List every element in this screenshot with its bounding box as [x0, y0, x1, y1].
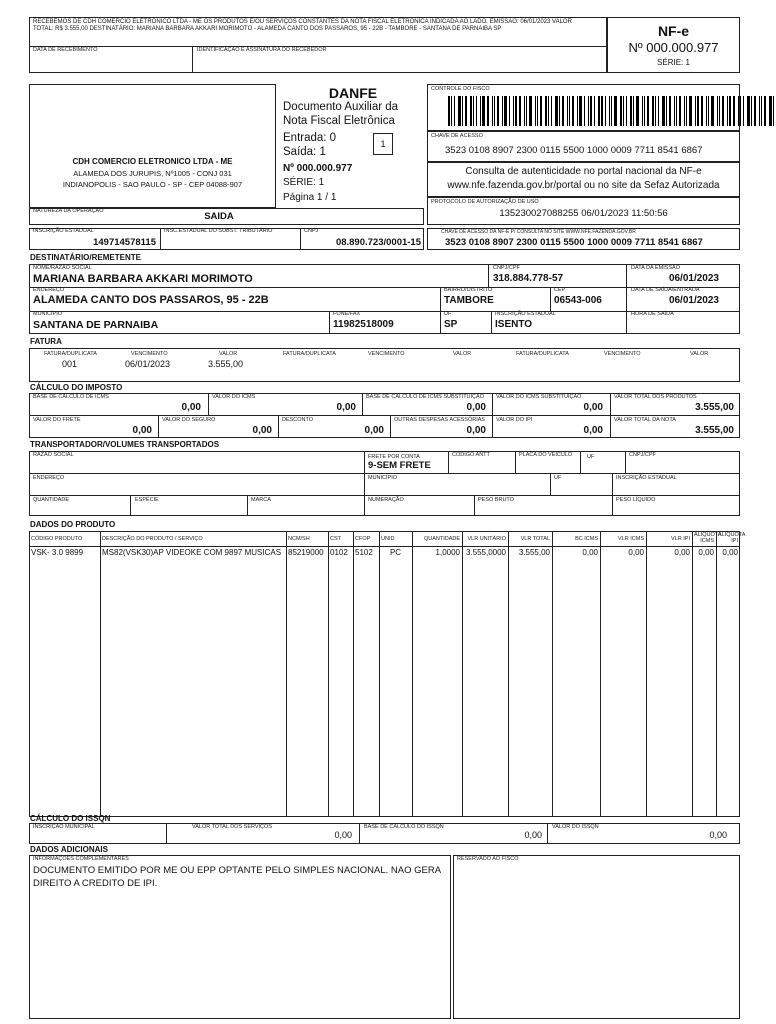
product-header-total: VLR TOTAL — [520, 536, 550, 542]
product-cell-cfop: 5102 — [355, 548, 373, 557]
danfe-series: SÉRIE: 1 — [283, 177, 325, 188]
barcode-bar — [509, 96, 510, 126]
barcode-bar — [448, 96, 450, 126]
barcode-bar — [662, 96, 665, 126]
products-table — [29, 531, 746, 817]
product-header-cst: CST — [330, 536, 341, 542]
inv-h3: VALOR — [219, 351, 238, 357]
barcode-bar — [497, 96, 499, 126]
receipt-text: RECEBEMOS DE CDH COMERCIO ELETRONICO LTDA - ME OS PRODUTOS E/OU SERVIÇOS CONSTANTES DA NOTA FISCAL ELETRÔNICA INDICADA AO LADO. EMISSÃO: 06/01/2023 VALOR TOTAL: R$ 3.555,00 DESTINATÁRIO: MARIANA BARBARA AKKARI MORIMOTO - ALAMEDA CANTO DOS PASSAROS, 95 - 22B - TAMBORE - SANTANA DE PARNAIBA SP — [33, 19, 572, 32]
barcode-bar — [598, 96, 600, 126]
receipt-number: Nº 000.000.977 — [628, 40, 719, 55]
brand-label: MARCA — [251, 497, 271, 503]
issqn-bc: 0,00 — [524, 830, 542, 840]
recipient-name-label: NOME/RAZÃO SOCIAL — [33, 265, 92, 271]
plate-label: PLACA DO VEÍCULO — [519, 452, 573, 458]
product-header-v-ipi: VLR IPI — [671, 536, 690, 542]
bc-st: 0,00 — [466, 402, 486, 413]
product-cell-v-icms: 0,00 — [628, 548, 644, 557]
barcode-bar — [487, 96, 489, 126]
barcode-bar — [480, 96, 481, 126]
barcode-bar — [524, 96, 525, 126]
fiscal-reserved-label: RESERVADO AO FISCO — [457, 856, 519, 862]
barcode-bar — [717, 96, 718, 126]
discount-label: DESCONTO — [282, 417, 314, 423]
product-header-v-icms: VLR ICMS — [618, 536, 644, 542]
district-label: BAIRRO/DISTRITO — [444, 287, 493, 293]
barcode-bar — [609, 96, 610, 126]
numbering-label: NUMERAÇÃO — [368, 497, 404, 503]
barcode-bar — [492, 96, 493, 126]
uf-label: UF — [444, 311, 452, 317]
danfe-type: 1 — [380, 139, 386, 149]
product-cell-bc-icms: 0,00 — [582, 548, 598, 557]
barcode-bar — [526, 96, 527, 126]
barcode-bar — [674, 96, 675, 126]
freight-mode-label: FRETE POR CONTA — [368, 454, 420, 460]
protocol-value: 135230027088255 06/01/2023 11:50:56 — [499, 208, 668, 219]
recipient-cpf-label: CNPJ/CPF — [493, 265, 520, 271]
issuer-name: CDH COMERCIO ELETRONICO LTDA - ME — [72, 157, 233, 166]
barcode-bar — [764, 96, 766, 126]
bc-icms: 0,00 — [181, 402, 201, 413]
phone-label: FONE/FAX — [333, 311, 361, 317]
barcode-bar — [684, 96, 685, 126]
inv-h1: FATURA/DUPLICATA — [44, 351, 97, 357]
product-cell-aliq-icms: 0,00 — [698, 548, 714, 557]
barcode-bar — [462, 96, 463, 126]
barcode-bar — [666, 96, 667, 126]
danfe-sub1: Documento Auxiliar da — [283, 101, 399, 113]
services-label: VALOR TOTAL DOS SERVIÇOS — [192, 824, 272, 830]
iest-label: INSC.ESTADUAL DO SUBST. TRIBUTÁRIO — [164, 228, 273, 234]
carrier-uf-label: UF — [587, 454, 595, 460]
address: ALAMEDA CANTO DOS PASSAROS, 95 - 22B — [33, 294, 269, 306]
barcode-bar — [559, 96, 560, 126]
product-cell-aliq-ipi: 0,00 — [722, 548, 738, 557]
protocol-label: PROTOCOLO DE AUTORIZAÇÃO DE USO — [431, 199, 539, 205]
product-cell-qty: 1,0000 — [435, 548, 460, 557]
discount: 0,00 — [364, 425, 384, 436]
barcode-bar — [555, 96, 558, 126]
other-expenses-label: OUTRAS DESPESAS ACESSÓRIAS — [394, 417, 486, 423]
product-cell-total: 3.555,00 — [518, 548, 550, 557]
additional-info-label: INFORMAÇÕES COMPLEMENTARES — [33, 856, 129, 862]
receipt-series: SÉRIE: 1 — [657, 58, 690, 67]
access-key-label-2: CHAVE DE ACESSO DA NF-E P/ CONSULTA NO SITE WWW.NFE.FAZENDA.GOV.BR — [441, 229, 636, 235]
v-st: 0,00 — [583, 402, 603, 413]
barcode-bar — [686, 96, 687, 126]
barcode-bar — [562, 96, 564, 126]
barcode-bar — [676, 96, 677, 126]
barcode-bar — [773, 96, 774, 126]
barcode-bar — [548, 96, 549, 126]
barcode-bar — [577, 96, 578, 126]
barcode-bar — [588, 96, 589, 126]
danfe-number: Nº 000.000.977 — [283, 163, 353, 174]
carrier-section-title: TRANSPORTADOR/VOLUMES TRANSPORTADOS — [30, 440, 220, 449]
inv-number: 001 — [62, 359, 78, 369]
barcode-bar — [733, 96, 735, 126]
product-cell-v-ipi: 0,00 — [674, 548, 690, 557]
nature-value: SAIDA — [204, 211, 234, 222]
barcode-bar — [551, 96, 552, 126]
barcode-bar — [465, 96, 467, 126]
additional-section-title: DADOS ADICIONAIS — [30, 845, 108, 854]
barcode — [448, 96, 776, 126]
freight-label: VALOR DO FRETE — [33, 417, 81, 423]
barcode-bar — [647, 96, 649, 126]
barcode-bar — [626, 96, 627, 126]
cep: 06543-006 — [554, 295, 602, 306]
exit-date-label: DATA DE SAÍDA/ENTRADA — [631, 287, 700, 293]
danfe-sub2: Nota Fiscal Eletrônica — [283, 115, 395, 127]
inv-due: 06/01/2023 — [125, 359, 171, 369]
recipient-section-title: DESTINATÁRIO/REMETENTE — [30, 253, 141, 262]
barcode-bar — [695, 96, 696, 126]
barcode-bar — [740, 96, 741, 126]
barcode-bar — [620, 96, 622, 126]
receipt-signature-label: IDENTIFICAÇÃO E ASSINATURA DO RECEBEDOR — [197, 47, 327, 53]
barcode-bar — [722, 96, 724, 126]
barcode-bar — [529, 96, 532, 126]
barcode-bar — [579, 96, 582, 126]
barcode-bar — [644, 96, 645, 126]
barcode-bar — [689, 96, 692, 126]
barcode-bar — [652, 96, 654, 126]
inv-h6: VALOR — [453, 351, 472, 357]
consulta-line1: Consulta de autenticidade no portal nacional da NF-e — [465, 166, 702, 177]
access-key-2: 3523 0108 8907 2300 0115 5500 1000 0009 7711 8541 6867 — [445, 237, 703, 248]
barcode-bar — [743, 96, 744, 126]
recipient-name: MARIANA BARBARA AKKARI MORIMOTO — [33, 273, 253, 285]
other-expenses: 0,00 — [466, 425, 486, 436]
product-header-unit: UNID — [381, 536, 395, 542]
barcode-bar — [729, 96, 731, 126]
issue-date: 06/01/2023 — [668, 273, 719, 284]
issqn-bc-label: BASE DE CÁLCULO DO ISSQN — [364, 824, 444, 830]
receipt-nfe: NF-e — [657, 23, 690, 39]
gross-weight-label: PESO BRUTO — [478, 497, 514, 503]
cnpj-value: 08.890.723/0001-15 — [335, 237, 421, 248]
danfe-title: DANFE — [328, 85, 378, 101]
barcode-bar — [642, 96, 643, 126]
issuer-city: INDIANOPOLIS - SAO PAULO - SP - CEP 04088-907 — [62, 180, 243, 189]
carrier-city-label: MUNICÍPIO — [368, 475, 398, 481]
ipi-label: VALOR DO IPI — [496, 417, 533, 423]
city-label: MUNICÍPIO — [33, 311, 63, 317]
cnpj-label: CNPJ — [304, 228, 319, 234]
v-st-label: VALOR DO ICMS SUBSTITUIÇÃO — [496, 394, 582, 400]
v-icms-label: VALOR DO ICMS — [212, 394, 256, 400]
barcode-bar — [697, 96, 699, 126]
recipient-ie-label: INSCRIÇÃO ESTADUAL — [495, 311, 556, 317]
issuer-box — [29, 84, 276, 208]
insurance-label: VALOR DO SEGURO — [162, 417, 216, 423]
issuer-address: ALAMEDA DOS JURUPIS, Nº1005 - CONJ 031 — [73, 169, 232, 178]
issqn-section-title: CÁLCULO DO ISSQN — [30, 814, 111, 823]
barcode-bar — [470, 96, 472, 126]
invoice-section-title: FATURA — [30, 337, 62, 346]
total-label: VALOR TOTAL DA NOTA — [614, 417, 676, 423]
barcode-bar — [701, 96, 703, 126]
barcode-bar — [473, 96, 474, 126]
carrier-cnpj-label: CNPJ/CPF — [629, 452, 656, 458]
freight: 0,00 — [132, 425, 152, 436]
barcode-bar — [515, 96, 517, 126]
barcode-bar — [754, 96, 756, 126]
barcode-bar — [614, 96, 617, 126]
barcode-bar — [761, 96, 762, 126]
barcode-bar — [458, 96, 461, 126]
barcode-bar — [633, 96, 634, 126]
v-prod: 3.555,00 — [695, 402, 734, 413]
barcode-bar — [623, 96, 624, 126]
product-cell-ncm: 85219000 — [288, 548, 324, 557]
barcode-bar — [706, 96, 707, 126]
carrier-name-label: RAZÃO SOCIAL — [33, 452, 74, 458]
phone: 11982518009 — [333, 319, 394, 330]
uf: SP — [444, 319, 458, 330]
barcode-bar — [655, 96, 656, 126]
barcode-bar — [572, 96, 574, 126]
inv-h5: VENCIMENTO — [368, 351, 405, 357]
product-header-cfop: CFOP — [355, 536, 371, 542]
carrier-address-label: ENDEREÇO — [33, 475, 65, 481]
ipi: 0,00 — [583, 425, 603, 436]
danfe-type-box — [373, 133, 393, 155]
product-cell-cst: 0102 — [330, 548, 348, 557]
product-header-bc-icms: BC ICMS — [575, 536, 598, 542]
product-cell-description: MS82(VSK30)AP VIDEOKE COM 9897 MUSICAS — [102, 548, 282, 557]
barcode-bar — [719, 96, 720, 126]
barcode-bar — [584, 96, 585, 126]
recipient-ie: ISENTO — [495, 319, 533, 330]
inv-h2: VENCIMENTO — [131, 351, 168, 357]
city: SANTANA DE PARNAIBA — [33, 319, 159, 331]
danfe-page: Página 1 / 1 — [283, 192, 337, 203]
consulta-line2: www.nfe.fazenda.gov.br/portal ou no site da Sefaz Autorizada — [447, 180, 720, 191]
barcode-bar — [711, 96, 714, 126]
barcode-bar — [636, 96, 639, 126]
insurance: 0,00 — [252, 425, 272, 436]
address-label: ENDEREÇO — [33, 287, 65, 293]
district: TAMBORE — [444, 295, 494, 306]
exit-date: 06/01/2023 — [668, 295, 719, 306]
fiscal-control-label: CONTROLE DO FISCO — [431, 86, 490, 92]
barcode-bar — [601, 96, 603, 126]
product-header-aliq-icms: ALÍQUOTA ICMS — [694, 532, 722, 544]
barcode-bar — [658, 96, 659, 126]
product-header-description: DESCRIÇÃO DO PRODUTO / SERVIÇO — [102, 536, 203, 542]
qty-label: QUANTIDADE — [33, 497, 70, 503]
total: 3.555,00 — [695, 425, 734, 436]
barcode-bar — [611, 96, 612, 126]
barcode-bar — [513, 96, 514, 126]
v-icms: 0,00 — [336, 402, 356, 413]
access-key: 3523 0108 8907 2300 0115 5500 1000 0009 7711 8541 6867 — [445, 145, 703, 156]
product-cell-unit: PC — [389, 548, 402, 557]
danfe-saida: Saída: 1 — [283, 146, 326, 158]
issqn-v: 0,00 — [709, 830, 727, 840]
barcode-bar — [605, 96, 606, 126]
cep-label: CEP — [554, 287, 566, 293]
barcode-bar — [738, 96, 739, 126]
inv-h8: VENCIMENTO — [604, 351, 641, 357]
v-prod-label: VALOR TOTAL DOS PRODUTOS — [614, 394, 697, 400]
product-cell-unit-price: 3.555,0000 — [465, 548, 506, 557]
services: 0,00 — [334, 830, 352, 840]
nature-label: NATUREZA DA OPERAÇÃO — [33, 208, 104, 214]
barcode-bar — [482, 96, 485, 126]
danfe-entrada: Entrada: 0 — [283, 132, 337, 144]
inv-h9: VALOR — [690, 351, 709, 357]
barcode-bar — [504, 96, 507, 126]
product-header-code: CÓDIGO PRODUTO — [31, 536, 83, 542]
barcode-bar — [540, 96, 542, 126]
im-label: INSCRIÇÃO MUNICIPAL — [33, 824, 95, 830]
issue-date-label: DATA DA EMISSÃO — [631, 265, 681, 271]
access-key-label: CHAVE DE ACESSO — [431, 133, 483, 139]
inv-h7: FATURA/DUPLICATA — [516, 351, 569, 357]
barcode-bar — [590, 96, 592, 126]
barcode-bar — [451, 96, 452, 126]
product-header-ncm: NCM/SH — [288, 536, 310, 542]
tax-section-title: CÁLCULO DO IMPOSTO — [30, 383, 123, 392]
recipient-cpf: 318.884.778-57 — [493, 273, 564, 284]
barcode-bar — [537, 96, 538, 126]
net-weight-label: PESO LÍQUIDO — [616, 497, 656, 503]
product-cell-code: VSK- 3.0 9899 — [31, 548, 84, 557]
barcode-bar — [747, 96, 750, 126]
freight-mode: 9-SEM FRETE — [368, 460, 431, 471]
carrier-ie-label: INSCRIÇÃO ESTADUAL — [616, 475, 677, 481]
ie-label: INSCRIÇÃO ESTADUAL — [33, 228, 94, 234]
barcode-bar — [535, 96, 536, 126]
barcode-bar — [569, 96, 570, 126]
additional-info-line1: DOCUMENTO EMITIDO POR ME OU EPP OPTANTE PELO SIMPLES NACIONAL. NAO GERA — [33, 865, 442, 876]
inv-h4: FATURA/DUPLICATA — [283, 351, 336, 357]
ie-value: 149714578115 — [93, 237, 156, 248]
barcode-bar — [594, 96, 595, 126]
product-header-qty: QUANTIDADE — [423, 536, 460, 542]
barcode-bar — [769, 96, 772, 126]
barcode-bar — [454, 96, 455, 126]
barcode-bar — [476, 96, 477, 126]
bc-st-label: BASE DE CÁLCULO DE ICMS SUBSTITUIÇÃO — [366, 394, 484, 400]
barcode-bar — [708, 96, 709, 126]
exit-time-label: HORA DE SAÍDA — [631, 311, 674, 317]
barcode-bar — [630, 96, 632, 126]
bc-icms-label: BASE DE CÁLCULO DE ICMS — [33, 394, 109, 400]
barcode-bar — [759, 96, 760, 126]
barcode-bar — [519, 96, 521, 126]
products-section-title: DADOS DO PRODUTO — [30, 520, 116, 529]
barcode-bar — [545, 96, 547, 126]
additional-info-line2: DIREITO A CREDITO DE IPI. — [33, 878, 158, 889]
carrier-uf2-label: UF — [554, 475, 562, 481]
antt-label: CÓDIGO ANTT — [452, 452, 490, 458]
barcode-bar — [502, 96, 503, 126]
fiscal-reserved-box — [453, 855, 740, 1019]
barcode-bar — [494, 96, 495, 126]
species-label: ESPÉCIE — [135, 497, 159, 503]
barcode-bar — [669, 96, 671, 126]
barcode-bar — [727, 96, 728, 126]
receipt-date-label: DATA DE RECEBIMENTO — [33, 47, 98, 53]
barcode-bar — [751, 96, 752, 126]
product-header-unit-price: VLR UNITÁRIO — [467, 536, 506, 542]
inv-value: 3.555,00 — [208, 359, 244, 369]
issqn-v-label: VALOR DO ISSQN — [552, 824, 599, 830]
product-header-aliq-ipi: ALÍQUOTA IPI — [718, 532, 746, 544]
barcode-bar — [679, 96, 681, 126]
barcode-bar — [567, 96, 568, 126]
